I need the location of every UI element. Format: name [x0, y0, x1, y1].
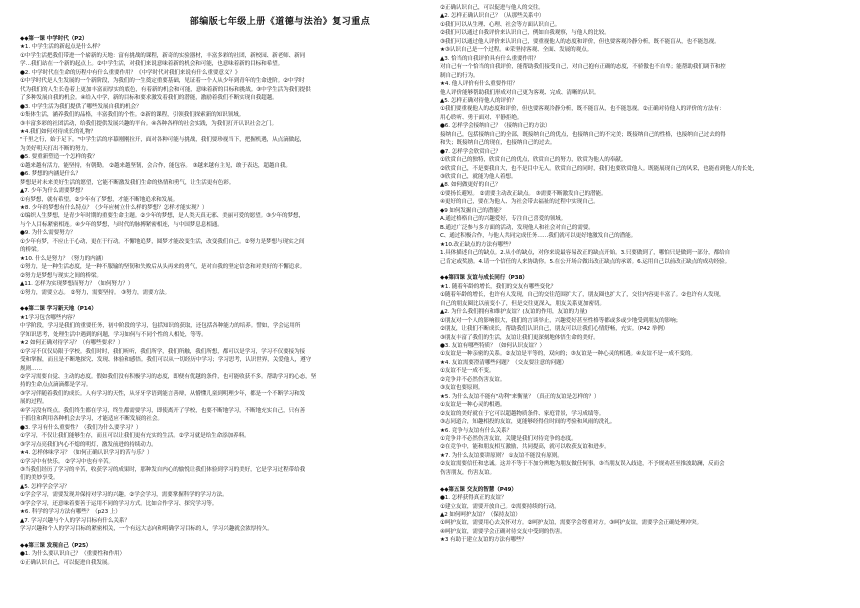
answer-line: ①中学时代是人生发展的一个新阶段，为我们的一生奠定重要基础，见证着一个人从少年到青年的生命进阶。②中学时 — [20, 78, 305, 85]
question-line: ★7. 为什么友谊要讲原则？ ①友谊不能没有原则。 — [440, 452, 563, 459]
question-line: ★8. 少年的梦想有什么特点？（少年应树立什么样的梦想？怎样才能实现？） — [20, 205, 208, 211]
answer-line: ①建立友谊，需要开放自己。②需要持续的行动。 — [440, 503, 560, 510]
question-line: ◆9 如何发掘自己的潜能？ — [440, 207, 505, 214]
question-line: ★3 有助于建立友谊的方法有哪些？ — [440, 537, 527, 544]
answer-line: 于抓住和利用各种机会去学习，才能适应不断发展的社会。 — [20, 416, 163, 423]
question-line: ★4. 他人评价有什么重要作用？ — [440, 81, 518, 88]
answer-line: ①越来越有活力，能坚持，有朝勤。 ②越来越坚韧，会合作，能包容。 ③越来越有主见，敢于表达，超越自我。 — [20, 162, 291, 169]
answer-line: ①学习，不仅让我们能够生存，而且可以让我们更有充实的生活。②学习就是给生命添加养料。 — [20, 433, 250, 440]
answer-line: ③丰富多彩的社团活动，给我们提供发展兴趣的平台。④各种各样的社会实践，为我们打开认识社会之门。 — [20, 120, 278, 127]
answer-line: 自己的朋友圈比以前变小了，但是交往更深入，朋友关系更加密切。 — [440, 300, 605, 307]
answer-line: ①我们可以从生理、心理、社会等方面认识自己。 — [440, 21, 561, 28]
question-line: ▲5. 怎样学会学习？ — [20, 483, 70, 490]
question-line: ★5. 为什么友谊不能有"功利"来衡量？（真正的友谊是怎样的？） — [440, 393, 600, 400]
question-line: ★10. 什么是努力？（努力的内涵） — [20, 255, 107, 262]
answer-line: ②学习需要自觉、主动的态度。假如我们没有积极学习的态度，即便有优越的条件，也可能收获不多。帮助学习的心态，坚 — [20, 374, 317, 380]
question-line: ▲2. 为什么我们拥有和维护友谊？(友谊的作用，友谊的力量) — [440, 309, 588, 316]
answer-line: ④更好的自己，要在为他人、为社会带去福祉的过程中实现自己。 — [440, 199, 599, 206]
answer-line: ①随着年龄的增长，也许有人发现，自己的交往范围扩大了，朋友圈也扩大了，交往内容更丰富了。②也许有人发现， — [440, 292, 725, 299]
answer-line: ①要扬长避短。 ②需要主动改正缺点。 ③需要不断激发自己的潜能。 — [440, 190, 607, 197]
answer-line: ③当我们经历了学习的辛苦，收获学习的成果时，那种发自内心的愉悦让我们体验到学习的美好，它是学习过程带给我 — [20, 466, 306, 473]
answer-line: ②正确认识自己，可以促进与他人的交往。 — [440, 5, 544, 11]
answer-line: "千里之行，始于足下。"中学生活的序幕刚刚拉开，面对各种可能与挑战，我们要珍视当下，把握机遇，从点滴做起， — [20, 137, 306, 144]
question-line: ▲2 如何呵护友谊？（保持友谊） — [440, 512, 521, 518]
answer-line: ②友谊的美好就在于它可以超越物质条件、家庭背景，学习成绩等。 — [440, 410, 605, 417]
answer-line: ①朋友对一个人的影响很大，我们的言谈举止，兴趣爱好甚至性格等都或多或少地受到朋友的影响； — [440, 317, 682, 324]
answer-line: ①编织人生梦想，是青少年时期的重要生命主题。②少年的梦想，是人类天真无邪、美丽可爱的愿望。③少年的梦想， — [20, 213, 304, 220]
question-line: ●9. 为什么需要努力？ — [20, 230, 76, 237]
question-line: ★6. 科学的学习方法有哪些？（p23 上） — [20, 509, 121, 516]
answer-line: ④呵护友谊，需要学会正确对待交友中受到的伤害。 — [440, 528, 566, 535]
answer-line: ③我们可以通过他人评价来认识自己，要重视他人的态度和评价，但也要客观冷静分析，既不能盲从，也不能忽视。 — [440, 38, 720, 45]
answer-line: 们的美妙享受。 — [20, 475, 59, 482]
question-line: ▲2. 怎样正确认识自己？（从那些关系中） — [440, 13, 545, 20]
answer-line: A.通过格格自己的兴趣爱好，专注自己喜爱的领域。 — [440, 216, 567, 223]
question-line: ▲7. 学习兴趣与个人的学习目标有什么关系？ — [20, 517, 130, 524]
answer-line: ①竞争并不必然伤害友谊，关键是我们对待竞争的态度。 — [440, 435, 577, 442]
question-line: ★1. 随着年龄的增长，我们的交友有哪些变化？ — [440, 283, 557, 290]
answer-line: 接纳自己，包括接纳自己的全部，既接纳自己的优点，也接纳自己的不完美；既接纳自己的性格，也接纳自己过去的得 — [440, 131, 726, 138]
question-line: ●5. 要重新塑造一个怎样的我？ — [20, 154, 98, 161]
question-line: ●6. 怎样学会接纳自己？（接纳自己的方法） — [440, 123, 551, 130]
answer-line: 学习兴趣和个人的学习目标的紧密相关，一个有远大志向和明确学习目标的人，学习兴趣就会浓厚持久。 — [20, 526, 273, 533]
answer-line: ①学会学习，需要发现并保持对学习的兴趣。②学会学习，需要掌握科学的学习方法。 — [20, 492, 228, 499]
answer-line: ①欣赏自己的独特，欣赏自己的优点，欣赏自己的努力，欣赏为他人的奉献。 — [440, 157, 627, 164]
answer-line: ③朋友丰富了我们的生活，友谊让我们更深刻地体悟生命的美好。 — [440, 334, 599, 341]
answer-line: ③学习点亮我们内心不熄的明灯，激发前进的持续动力。 — [20, 441, 157, 448]
question-line: ★4. 友谊需要澄清哪些问题？（交友要注意的问题） — [440, 359, 568, 366]
question-line: ●6. 梦想的内涵是什么？ — [20, 171, 82, 178]
section-heading: ◆◆第二课 学习新天地（P14） — [20, 306, 97, 313]
answer-line: 展的过程。 — [20, 399, 48, 406]
question-line: ▲3. 恰当的自我评价具有什么重要作用？ — [440, 55, 539, 62]
answer-line: ②竞争并不必然伤害友谊。 — [440, 376, 506, 383]
section-heading: ◆◆第五课 交友的智慧（P49） — [440, 486, 517, 493]
question-line: ●2. 中学时代在生命的历程中有什么重要作用？《中学时代对我们来说有什么重要意义？》 — [20, 69, 241, 76]
answer-line: 和失；既接纳自己的现在，也接纳自己的过去。 — [440, 140, 556, 147]
section-heading: ◆◆第三课 发现自己（P25） — [20, 543, 92, 549]
answer-line: ①有梦想，就有希望。②少年有了梦想，才能不断地追求和发展。 — [20, 196, 179, 203]
answer-line: ②我们可以通过自我评价来认识自己，例如自我观察，与他人的比较。 — [440, 30, 610, 37]
answer-line: ③友谊也要原则。 — [440, 385, 484, 392]
question-line: ★1学习包含哪些内容？ — [20, 314, 78, 321]
answer-line: ①友谊是一种心灵的相遇。 — [440, 402, 506, 409]
answer-line: ①友谊不是一成不变。 — [440, 368, 495, 375]
answer-line: 对自己有一个恰当的自我评价，能帮助我们接受自己，对自己抱有正确的态度，不骄傲也不自卑；能帮助我们调节和控 — [440, 64, 726, 71]
section-heading: ◆◆第四课 友谊与成长同行（P38） — [440, 275, 528, 282]
question-line: ●7. 怎样学会欣赏自己？ — [440, 148, 502, 155]
question-line: ▲11. 怎样为实现梦想而努力？（如何努力？） — [20, 281, 134, 288]
answer-line: ①少年有梦，不应止于心动，更在于行动。不懈地追梦，圆梦才能改变生活，改变我们自己。②努力是梦想与现实之间 — [20, 238, 305, 245]
answer-line: 与个人目标紧密相连。④少年的梦想，与时代的脉搏紧密相连，与中国梦息息相通。 — [20, 221, 223, 228]
answer-line: 梦想是对未来美好生活的愿望，它能不断激发我们生命的热情和勇气，让生活更有色彩。 — [20, 179, 235, 186]
answer-line: 了多种发展自我的机会。④给入中学，新的目标和要求激发着我们的潜能，激励着我们不断实现自我超越。 — [20, 95, 278, 102]
answer-line: ③学会学习，还意味着要善于运用不同的学习方式。比如合作学习、探究学习等。 — [20, 500, 218, 507]
question-line: ●3. 学习有什么重要性？（我们为什么要学习？） — [20, 424, 142, 431]
answer-line: ②在竞争中，能和朋友相互激励，共同提高，就可以收获友谊和进步。 — [440, 444, 610, 451]
answer-line: ②友谊需要信任和忠诚。这并不等于不加分辨地为朋友做任何事。③当朋友误入歧途，不予规劝甚至推波助澜，反而会 — [440, 461, 725, 468]
question-line: ★10.改正缺点的方法有哪些？ — [440, 241, 514, 248]
document-title: 部编版七年级上册《道德与法治》复习重点 — [189, 17, 371, 27]
answer-line: B.通过广泛参与多方面的活动，发现他人和社会对自己的需要。 — [440, 224, 594, 231]
answer-line: ①我们要重视他人的态度和评价，但也要客观冷静分析，既不能盲从，也不能忽视。②正确对待他人的评价的方法有： — [440, 106, 725, 113]
answer-line: 受和掌握，而且是不断地探究、发现、体验和感悟。我们可以从一切经历中学习；学习思考，认识世界，关爱他人，遵守 — [20, 357, 312, 364]
answer-line: ②朋友，让我们不断成长，帮助我们认识自己，朋友可以让我们心情舒畅，充实。（P42 举例） — [440, 326, 669, 333]
answer-line: 持的生命点点滴滴都是学习。 — [20, 382, 92, 389]
question-line: ●3. 中学生活为我们提供了哪些发展自我的机会？ — [20, 103, 142, 110]
question-line: ★4. 怎样体味学习？（如何正确认识学习的苦与乐？） — [20, 450, 153, 457]
answer-line: ①正确认识自己，可以促进自我发展。 — [20, 559, 113, 566]
answer-line: 他人评价能够帮助我们形成对自己更为客观、完成、清晰的认识。 — [440, 89, 600, 96]
answer-line: ①努力，需要立志。 ②努力，需要坚持。 ③努力，需要方法。 — [20, 289, 170, 296]
question-line: ★4.我们如何对待成长的礼物？ — [20, 128, 96, 135]
answer-line: C、通过积极合作，与他人共同完成任务……我们就可以更好地激发自己的潜能。 — [440, 233, 637, 240]
answer-line: ①集体生活，涵养我们的品格，丰富我们的个性。②新的课程，引领我们探索新的知识领域。 — [20, 112, 245, 119]
answer-line: ①学习不仅仅局限于学校。我们时时，我们听听，我们所学，我们所触，我们所想，都可以是学习，学习不仅要接为接 — [20, 348, 306, 355]
section-heading: ◆◆第一课 中学时代（P2） — [20, 36, 88, 42]
answer-line: 代为我们的人生长卷着上更加丰富而厚实的底色，有着新的机会和可能，意味着新的目标和挑战。③中学生活为我们提供 — [20, 86, 311, 93]
question-line: ●3. 友谊有哪些特质？（如何认识友谊？） — [440, 343, 545, 349]
answer-line: 学…我们站在一个新的起点上。②中学生活，对我们来说意味着新的机会和可能，也意味着新的目标和希望。 — [20, 61, 284, 68]
answer-line: ①友谊是一种亲密的关系。②友谊是平等的，双向的；③友谊是一种心灵的相遇。④友谊不是一成不变的。 — [440, 351, 696, 358]
question-line: ▲8. 如何做更好的自己？ — [440, 182, 501, 189]
answer-line: 己肯定或奖励。4.请一个信任的人来协助你。5.在公开场合做出改正缺点的承诺。6.运用自己以前改正缺点的成功经验。 — [440, 258, 731, 265]
answer-line: 中学阶段，学习是我们的重要任务，初中阶段的学习，包括知识的获取，还包括各种能力的培养。譬如，学会运用所 — [20, 323, 301, 330]
answer-line: ②努力是梦想与现实之间的桥梁。 — [20, 272, 102, 279]
answer-line: ①努力，是一种生活态度，是一种不服输的坚韧和失败后从头再来的勇气，是对自我的坚定信念和对美好的不懈追求。 — [20, 264, 306, 271]
answer-line: 1.具体描述自己的缺点。2.从小的缺点，对你来说最容易改正的缺点开始。3.只要做到了，哪怕只是做到一部分，都给自 — [440, 250, 731, 257]
answer-line: 学知识思考，处理生活中遇到的问题，学习如何与不同个性的人相处，等等。 — [20, 331, 207, 338]
answer-line: ①呵护友谊，需要用心去关怀对方。②呵护友谊，需要学会尊重对方。③呵护友谊，需要学会正确处理冲突。 — [440, 520, 702, 527]
answer-line: ④学习没有终点。我们终生都在学习，终生都需要学习，即使离开了学校，也要不断地学习，不断地充实自己，只有善 — [20, 407, 306, 414]
answer-line: 的桥梁。 — [20, 247, 42, 254]
question-line: ★2 如何正确对待学习？（有哪些要求？） — [20, 340, 124, 347]
answer-line: ③欣赏自己，就能为他人着想。 — [440, 174, 517, 180]
question-line: ★6. 竞争与友谊有什么关系？ — [440, 427, 513, 434]
question-line: ★③认识自己是一个过程。④采坚持客观、全面、发展的观点。 — [440, 47, 593, 54]
answer-line: 制自己的行为。 — [440, 72, 479, 79]
answer-line: ①中学生活把我们带进一个崭新的天地：富有挑战的课程，新奇的实验器材，丰富多彩的社团，新校园、新老师、新同 — [20, 52, 306, 59]
answer-line: ③志同道合，知趣相投的友谊，更能够经得住时间的考验和风雨的洗礼。 — [440, 419, 616, 426]
question-line: ▲7. 少年为什么需要梦想？ — [20, 188, 86, 195]
answer-line: ③学习伴随着我们的成长。人有学习的天性，从牙牙学语到能言善辩，从懵懂儿童到明理少年，都是一个不断学习和发 — [20, 390, 306, 397]
answer-line: 规则…… — [20, 365, 42, 372]
question-line: ●1. 为什么要认识自己？（重要性和作用） — [20, 551, 125, 558]
answer-line: 用心聆听、勇于面对、平静拒绝。 — [440, 114, 523, 121]
answer-line: 为美好明天打出不断的努力。 — [20, 145, 92, 152]
question-line: ★1. 中学生活的新起点是什么样？ — [20, 44, 104, 51]
answer-line: ②欣赏自己，不是要我自大，也不是目中无人。欣赏自己的同时，我们也要欣赏他人。既能展现自己的风采，也能看到他人的长处， — [440, 165, 759, 172]
answer-line: 伤害朋友，伤害友谊。 — [440, 469, 495, 476]
question-line: ●1. 怎样获得真正的友谊？ — [440, 495, 507, 502]
question-line: ▲5. 怎样正确对待他人的评价？ — [440, 97, 517, 104]
answer-line: ①学习中有快乐。 ②学习中也有辛苦。 — [20, 458, 114, 465]
